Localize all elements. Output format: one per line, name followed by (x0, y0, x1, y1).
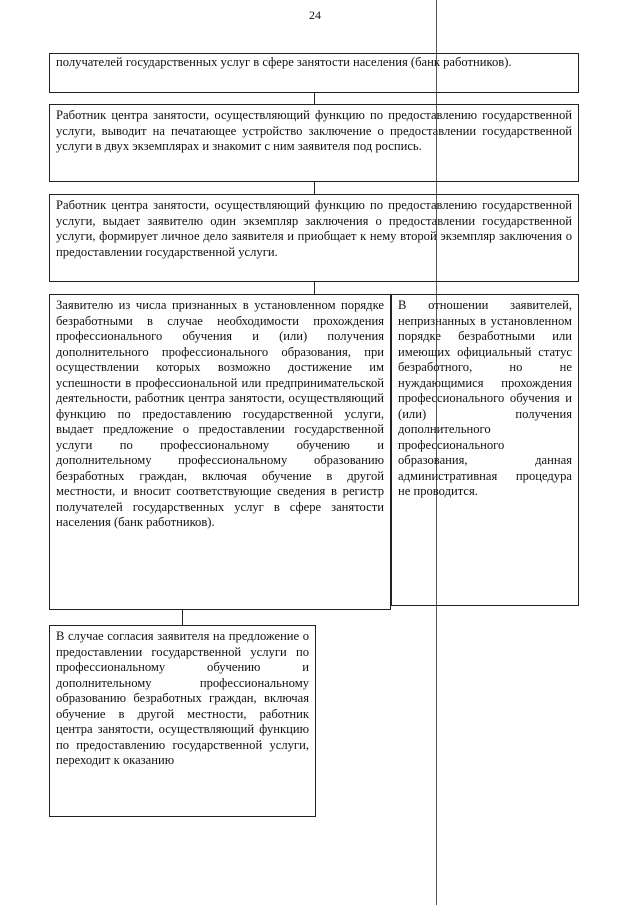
flow-box-issue-conclusion: Работник центра занятости, осуществляющий функцию по предоставлению государственной услуги, выдает заявителю один экземпляр заключения о предоставлении государственной услуги, формирует личное дело заявителя и приобщает к нему второй экземпляр заключения о предоставлении государственной услуги. (49, 194, 579, 282)
connector-line (182, 610, 183, 625)
flow-box-not-applicable: В отношении заявителей, непризнанных в установленном порядке безработными или имеющих официальный статус безработного, но не нуждающимися прохождения профессионального обучения и (или) получения дополнительного профессионального образования, данная административная процедура не проводится. (391, 294, 579, 606)
connector-line (314, 182, 315, 194)
flow-box-bank-registry: получателей государственных услуг в сфере занятости населения (банк работников). (49, 53, 579, 93)
flow-box-print-conclusion: Работник центра занятости, осуществляющий функцию по предоставлению государственной услуги, выводит на печатающее устройство заключение о предоставлении государственной услуги в двух экземплярах и знакомит с ним заявителя под роспись. (49, 104, 579, 182)
flow-box-training-offer: Заявителю из числа признанных в установленном порядке безработными в случае необходимости прохождения профессионального обучения и (или) получения дополнительного профессионального образования, при осуществлении которых возможно достижение им успешности в профессиональной или предпринимательской деятельности, работник центра занятости, осуществляющий функцию по предоставлению государственной услуги, выдает предложение о предоставлении государственной услуги по профессиональному обучению и дополнительному профессиональному образованию безработных граждан, включая обучение в другой местности, и вносит соответствующие сведения в регистр получателей государственных услуг в сфере занятости населения (банк работников). (49, 294, 391, 610)
flow-box-consent-transition: В случае согласия заявителя на предложение о предоставлении государственной услуги по профессиональному обучению и дополнительному профессиональному образованию безработных граждан, включая обучение в другой местности, работник центра занятости, осуществляющий функцию по предоставлению государственной услуги, переходит к оказанию (49, 625, 316, 817)
page-number: 24 (309, 8, 321, 22)
connector-line (314, 282, 315, 294)
connector-line (314, 93, 315, 104)
